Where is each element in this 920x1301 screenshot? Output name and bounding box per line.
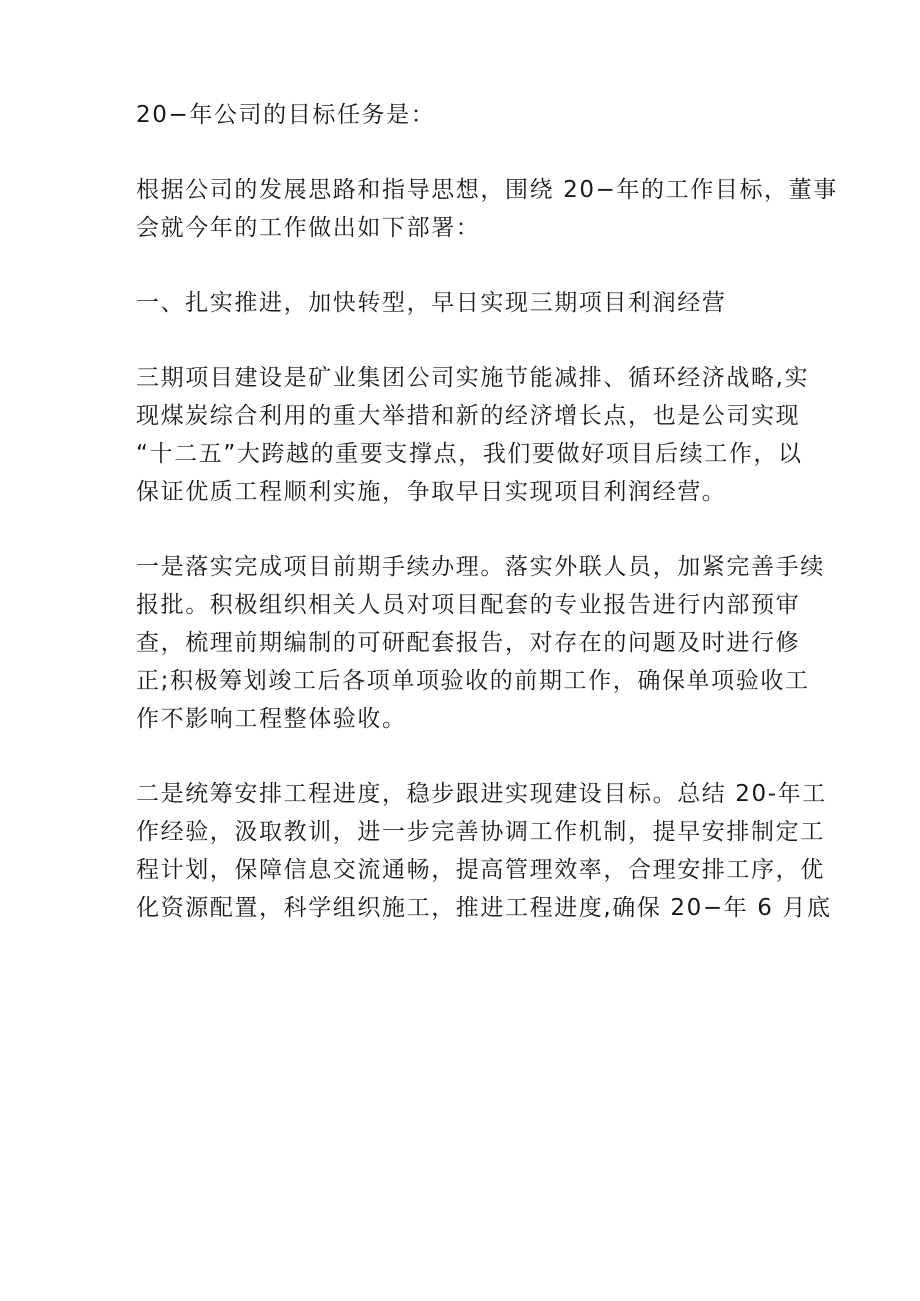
- section-1-body: [136, 359, 810, 511]
- document-body: [136, 96, 838, 927]
- text-line: 20−年公司的目标任务是：: [136, 102, 436, 128]
- text-line: 查，梳理前期编制的可研配套报告，对存在的问题及时进行修: [136, 630, 801, 656]
- text-line: 一、扎实推进，加快转型，早日实现三期项目利润经营: [136, 290, 727, 316]
- text-line: 作经验，汲取教训，进一步完善协调工作机制，提早安排制定工: [136, 819, 825, 845]
- item-1: [136, 548, 825, 738]
- text-line: 作不影响工程整体验收。: [136, 706, 407, 732]
- item-2: [136, 775, 832, 927]
- text-line: 程计划，保障信息交流通畅，提高管理效率，合理安排工序，优: [136, 857, 825, 883]
- text-line: 一是落实完成项目前期手续办理。落实外联人员，加紧完善手续: [136, 554, 825, 580]
- text-line: 现煤炭综合利用的重大举措和新的经济增长点，也是公司实现: [136, 403, 801, 429]
- text-line: 正;积极筹划竣工后各项单项验收的前期工作，确保单项验收工: [136, 668, 810, 694]
- deployment-intro: [136, 171, 838, 247]
- intro-heading: [136, 96, 784, 134]
- text-line: 报批。积极组织相关人员对项目配套的专业报告进行内部预审: [136, 592, 801, 618]
- text-line: 化资源配置，科学组织施工，推进工程进度,确保 20−年 6 月底: [136, 895, 832, 921]
- text-line: 会就今年的工作做出如下部署：: [136, 215, 481, 241]
- text-line: 根据公司的发展思路和指导思想，围绕 20−年的工作目标，董事: [136, 177, 838, 203]
- text-line: “十二五”大跨越的重要支撑点，我们要做好项目后续工作，以: [136, 441, 803, 467]
- text-line: 三期项目建设是矿业集团公司实施节能减排、循环经济战略,实: [136, 365, 810, 391]
- text-line: 二是统筹安排工程进度，稳步跟进实现建设目标。总结 20-年工: [136, 781, 827, 807]
- text-line: 保证优质工程顺利实施，争取早日实现项目利润经营。: [136, 479, 727, 505]
- section-heading-1: [136, 284, 784, 322]
